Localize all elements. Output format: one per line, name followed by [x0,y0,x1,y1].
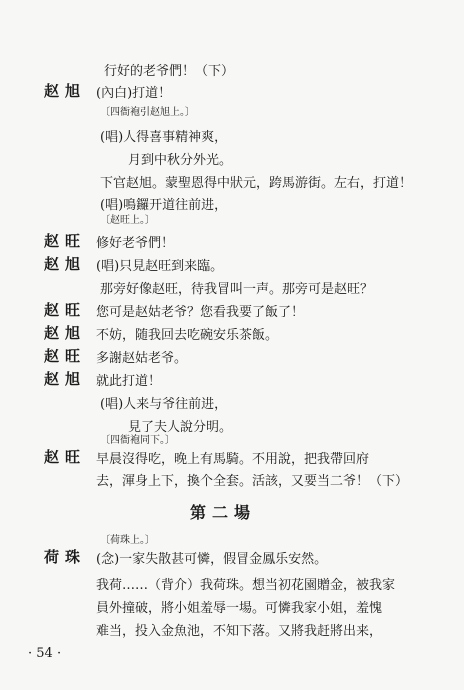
dialogue-line: 下官赵旭。蒙聖恩得中狀元，跨馬游街。左右，打道！ [100,176,413,191]
dialogue-line: 难当，投入金魚池，不知下落。又將我赶將出来， [96,624,383,639]
speaker-name: 赵旺 [44,448,87,466]
speaker-name: 赵旭 [44,370,87,388]
speaker-name: 赵旭 [44,255,87,273]
speaker-name: 赵旭 [44,82,87,100]
dialogue-line: 早晨沒得吃，晚上有馬騎。不用說，把我帶回府 [96,452,370,467]
dialogue-line: (內白)打道！ [96,86,172,101]
speaker-name: 赵旺 [44,232,87,250]
sung-line: (唱)人来与爷往前进， [100,397,228,412]
dialogue-line: 您可是赵姑老爷？您看我要了飯了！ [96,305,305,320]
dialogue-line: 修好老爷們！ [96,236,175,251]
stage-direction: 〔四衙袍同下。〕 [100,435,175,446]
dialogue-line: 員外撞破，將小姐羞辱一場。可憐我家小姐，羞愧 [96,601,383,616]
sung-line: 見了夫人說分明。 [128,420,233,435]
speaker-name: 荷珠 [44,548,87,566]
scene-title: 第二場 [190,503,257,522]
speaker-name: 赵旺 [44,301,87,319]
sung-line: (唱)只見赵旺到来臨。 [96,259,224,274]
speaker-name: 赵旭 [44,324,87,342]
speaker-name: 赵旺 [44,347,87,365]
dialogue-line: 那旁好像赵旺，待我冒叫一声。那旁可是赵旺？ [100,282,374,297]
dialogue-line: 不妨，随我回去吃碗安乐茶飯。 [96,328,279,343]
page-number: · 54 · [28,646,62,661]
stage-direction: 〔四衙袍引赵旭上。〕 [100,107,195,118]
recited-line: (念)一家失散甚可憐，假冒金鳳乐安然。 [96,552,328,567]
dialogue-line: 就此打道！ [96,374,162,389]
dialogue-line: 去，渾身上下，換个全套。活該，又要当二爷！（下） [96,474,409,489]
dialogue-line: 我荷……（背介）我荷珠。想当初花園贈金，被我家 [96,578,396,593]
sung-line: 月到中秋分外光。 [128,153,233,168]
stage-direction: 〔赵旺上。〕 [100,215,155,226]
dialogue-line: 多謝赵姑老爷。 [96,351,188,366]
sung-line: (唱)鳴鑼开道往前进， [100,198,228,213]
sung-line: (唱)人得喜事精神爽， [100,130,228,145]
dialogue-line: 行好的老爷們！（下） [104,64,235,79]
stage-direction: 〔荷珠上。〕 [100,535,155,546]
